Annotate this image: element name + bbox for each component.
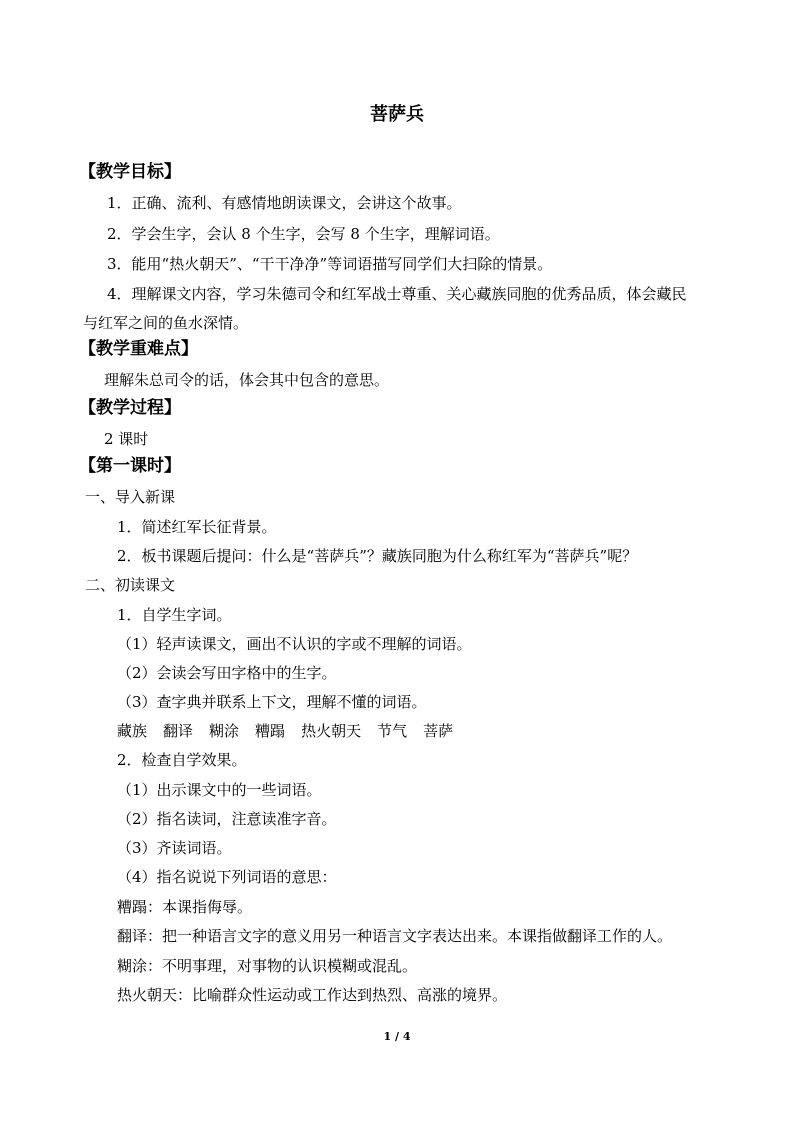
intro-item: 1．简述红军长征背景。 — [117, 518, 277, 536]
part-heading-intro: 一、导入新课 — [85, 488, 176, 506]
reading-substep: （1）轻声读课文，画出不认识的字或不理解的词语。 — [117, 635, 472, 653]
definition: 糟蹋：本课指侮辱。 — [117, 898, 253, 916]
key-points-text: 理解朱总司令的话，体会其中包含的意思。 — [104, 371, 390, 389]
definition: 翻译：把一种语言文字的意义用另一种语言文字表达出来。本课指做翻译工作的人。 — [117, 927, 673, 945]
check-substep: （1）出示课文中的一些词语。 — [117, 781, 322, 799]
objective-item: 1．正确、流利、有感情地朗读课文，会讲这个故事。 — [107, 194, 462, 212]
intro-item: 2．板书课题后提问：什么是“菩萨兵”？藏族同胞为什么称红军为“菩萨兵”呢？ — [117, 547, 638, 565]
definition: 糊涂：不明事理，对事物的认识模糊或混乱。 — [117, 957, 418, 975]
section-heading-objectives: 【教学目标】 — [79, 162, 181, 182]
vocab-word: 糊涂 — [209, 722, 240, 740]
section-heading-process: 【教学过程】 — [79, 398, 181, 418]
vocab-word: 糟蹋 — [255, 722, 286, 740]
objective-item-continuation: 与红军之间的鱼水深情。 — [83, 314, 249, 332]
part-heading-reading: 二、初读课文 — [85, 576, 176, 594]
definition: 热火朝天：比喻群众性运动或工作达到热烈、高涨的境界。 — [117, 986, 508, 1004]
objective-item: 4．理解课文内容，学习朱德司令和红军战士尊重、关心藏族同胞的优秀品质，体会藏民 — [107, 285, 687, 303]
vocab-word: 菩萨 — [423, 722, 454, 740]
check-substep: （4）指名说说下列词语的意思： — [117, 868, 337, 886]
reading-step: 2．检查自学效果。 — [117, 751, 247, 769]
objective-item: 2．学会生字，会认 8 个生字，会写 8 个生字，理解词语。 — [107, 225, 500, 243]
reading-step: 1．自学生字词。 — [117, 606, 232, 624]
objective-item: 3．能用“热火朝天”、“干干净净”等词语描写同学们大扫除的情景。 — [107, 255, 553, 273]
check-substep: （2）指名读词，注意读准字音。 — [117, 810, 337, 828]
document-title: 菩萨兵 — [370, 104, 424, 125]
vocab-word: 热火朝天 — [301, 722, 362, 740]
section-heading-first-lesson: 【第一课时】 — [79, 456, 181, 476]
vocab-list — [117, 721, 469, 741]
reading-substep: （3）查字典并联系上下文，理解不懂的词语。 — [117, 693, 427, 711]
page-number: 1 / 4 — [383, 1030, 411, 1043]
check-substep: （3）齐读词语。 — [117, 839, 232, 857]
vocab-word: 节气 — [377, 722, 408, 740]
process-text: 2 课时 — [104, 430, 149, 448]
vocab-word: 藏族 — [117, 722, 148, 740]
section-heading-key-points: 【教学重难点】 — [79, 339, 198, 359]
reading-substep: （2）会读会写田字格中的生字。 — [117, 664, 337, 682]
vocab-word: 翻译 — [163, 722, 194, 740]
